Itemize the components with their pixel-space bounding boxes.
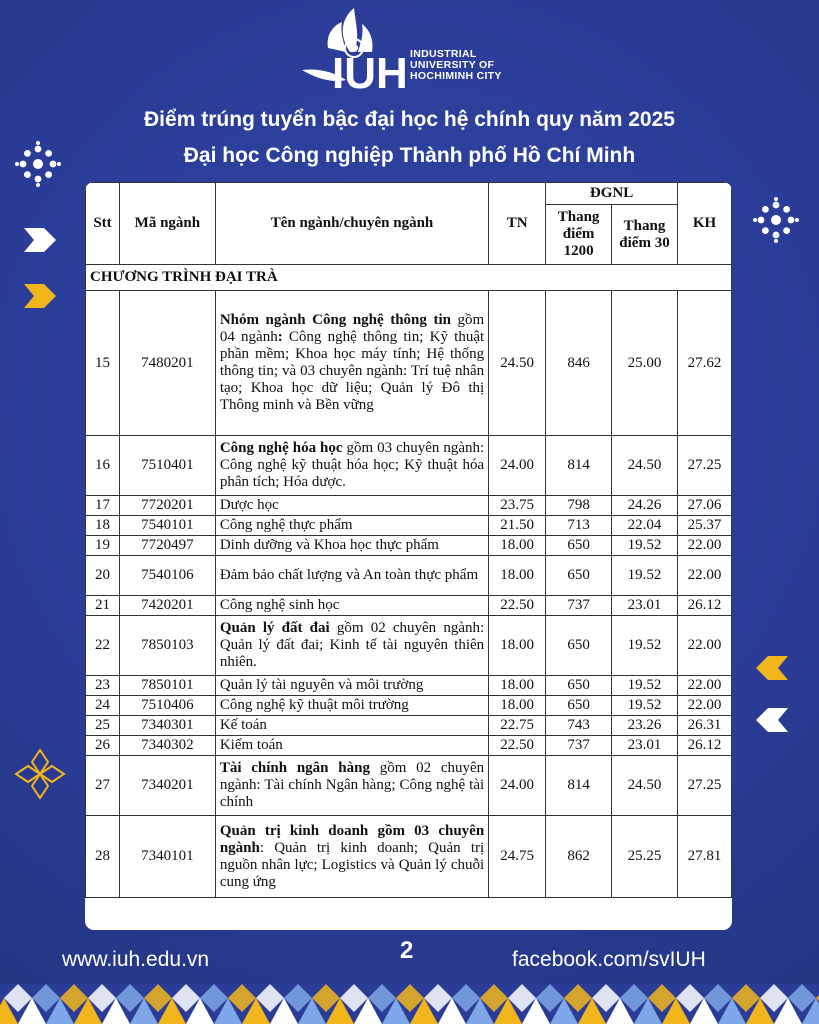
cell-dgnl-1200: 737 [546,736,612,756]
cell-stt: 28 [86,816,120,898]
name-rest: : Quản trị kinh doanh; Quản trị nguồn nhân lực; Logistics và Quản lý chuỗi cung ứng [219,839,485,890]
cell-dgnl-1200: 814 [546,436,612,496]
cell-code: 7480201 [119,291,215,436]
table-header-row [86,183,732,205]
cell-dgnl-30: 25.00 [612,291,678,436]
section-row [86,265,732,291]
cell-name [215,436,488,496]
section-title: CHƯƠNG TRÌNH ĐẠI TRÀ [86,265,732,291]
page-title: Điểm trúng tuyển bậc đại học hệ chính quy năm 2025 [144,108,675,131]
cell-name: Quản lý tài nguyên và môi trường [215,676,488,696]
header-kh: KH [677,183,731,265]
cell-kh: 27.25 [677,756,731,816]
cell-dgnl-1200: 650 [546,676,612,696]
cell-tn: 18.00 [489,536,546,556]
table-row [86,756,732,816]
cell-name [215,291,488,436]
facebook-link[interactable]: facebook.com/svIUH [512,948,706,971]
cell-stt: 15 [86,291,120,436]
table-row [86,816,732,898]
cell-dgnl-30: 19.52 [612,696,678,716]
cell-name: Dược học [215,496,488,516]
cell-dgnl-30: 23.01 [612,736,678,756]
cell-name: Công nghệ sinh học [215,596,488,616]
cell-code: 7720201 [119,496,215,516]
cell-code: 7340301 [119,716,215,736]
chevron-arrow-icon [24,284,56,308]
cell-code: 7850101 [119,676,215,696]
cell-dgnl-1200: 814 [546,756,612,816]
page-number: 2 [400,937,414,964]
admission-score-table-card [85,182,732,930]
cell-name [215,756,488,816]
cell-dgnl-1200: 650 [546,696,612,716]
cell-name: Kế toán [215,716,488,736]
name-bold: Quản trị kinh doanh gồm 03 chuyên ngành [219,822,485,856]
cell-kh: 22.00 [677,696,731,716]
cell-tn: 18.00 [489,616,546,676]
svg-text:IUH: IUH [332,49,408,92]
cell-stt: 24 [86,696,120,716]
cell-code: 7340201 [119,756,215,816]
cell-dgnl-1200: 650 [546,536,612,556]
name-rest: gồm 02 chuyên ngành: Quản lý đất đai; Kinh tế tài nguyên thiên nhiên. [219,620,485,670]
cell-dgnl-1200: 713 [546,516,612,536]
page-subtitle: Đại học Công nghiệp Thành phố Hồ Chí Minh [183,144,636,167]
star-lattice-icon [14,748,66,800]
logo-line-3: HOCHIMINH CITY [410,70,502,82]
cell-dgnl-1200: 737 [546,596,612,616]
name-colon: : [277,329,283,345]
cell-stt: 20 [86,556,120,596]
table-row [86,716,732,736]
cell-kh: 27.81 [677,816,731,898]
chevron-arrow-icon [756,708,788,732]
cell-stt: 17 [86,496,120,516]
cell-stt: 22 [86,616,120,676]
cell-name: Công nghệ kỹ thuật môi trường [215,696,488,716]
cell-tn: 24.50 [489,291,546,436]
table-row [86,696,732,716]
cell-code: 7540106 [119,556,215,596]
name-bold: Quản lý đất đai [219,620,330,636]
cell-kh: 26.12 [677,596,731,616]
table-row [86,516,732,536]
cell-tn: 24.00 [489,436,546,496]
cell-tn: 18.00 [489,676,546,696]
cell-tn: 18.00 [489,556,546,596]
cell-stt: 18 [86,516,120,536]
cell-name: Kiểm toán [215,736,488,756]
cell-dgnl-1200: 650 [546,556,612,596]
name-bold: Tài chính ngân hàng [219,760,370,776]
cell-tn: 23.75 [489,496,546,516]
snowflake-ornament-icon [14,140,62,188]
cell-code: 7510406 [119,696,215,716]
cell-stt: 16 [86,436,120,496]
snowflake-ornament-icon [752,196,800,244]
cell-dgnl-1200: 798 [546,496,612,516]
cell-name: Đảm bảo chất lượng và An toàn thực phẩm [215,556,488,596]
cell-kh: 27.62 [677,291,731,436]
cell-dgnl-30: 22.04 [612,516,678,536]
logo-text [410,49,502,82]
admission-score-table [85,182,732,898]
cell-code: 7720497 [119,536,215,556]
cell-tn: 22.75 [489,716,546,736]
cell-kh: 22.00 [677,556,731,596]
table-row [86,496,732,516]
cell-kh: 25.37 [677,516,731,536]
cell-name: Dinh dưỡng và Khoa học thực phẩm [215,536,488,556]
cell-tn: 22.50 [489,736,546,756]
header-dgnl-1200: Thang điểm 1200 [546,205,612,265]
cell-tn: 18.00 [489,696,546,716]
cell-dgnl-1200: 650 [546,616,612,676]
logo-line-1: INDUSTRIAL [410,48,477,60]
cell-kh: 22.00 [677,616,731,676]
logo-line-2: UNIVERSITY OF [410,59,495,71]
diamond-band-pattern [0,984,819,1024]
cell-stt: 23 [86,676,120,696]
cell-dgnl-30: 19.52 [612,536,678,556]
cell-stt: 27 [86,756,120,816]
cell-kh: 26.12 [677,736,731,756]
cell-dgnl-30: 23.01 [612,596,678,616]
cell-dgnl-30: 24.26 [612,496,678,516]
header-tn: TN [489,183,546,265]
cell-dgnl-1200: 846 [546,291,612,436]
name-mid: gồm 04 ngành [219,312,485,345]
header-stt: Stt [86,183,120,265]
table-row [86,736,732,756]
cell-kh: 22.00 [677,536,731,556]
name-rest: gồm 03 chuyên ngành: Công nghệ kỹ thuật hóa học; Kỹ thuật hóa phân tích; Hóa dược. [219,440,485,490]
cell-tn: 24.00 [489,756,546,816]
cell-dgnl-30: 19.52 [612,556,678,596]
cell-stt: 26 [86,736,120,756]
table-row [86,291,732,436]
table-row [86,536,732,556]
cell-name [215,816,488,898]
table-row [86,596,732,616]
chevron-arrow-icon [756,656,788,680]
cell-code: 7340302 [119,736,215,756]
name-bold: Nhóm ngành Công nghệ thông tin [219,312,451,328]
cell-dgnl-1200: 743 [546,716,612,736]
cell-stt: 19 [86,536,120,556]
cell-name: Công nghệ thực phẩm [215,516,488,536]
table-row [86,436,732,496]
header-code: Mã ngành [119,183,215,265]
cell-tn: 22.50 [489,596,546,616]
header-name: Tên ngành/chuyên ngành [215,183,488,265]
header-dgnl-30: Thang điểm 30 [612,205,678,265]
cell-tn: 24.75 [489,816,546,898]
cell-kh: 27.25 [677,436,731,496]
name-rest: Công nghệ thông tin; Kỹ thuật phần mềm; Khoa học máy tính; Hệ thống thông tin; và 03 chuyên ngành: Trí tuệ nhân tạo; Khoa học dữ liệu; Quản lý Đô thị Thông minh và Bền vững [219,329,485,413]
chevron-arrow-icon [24,228,56,252]
cell-dgnl-30: 24.50 [612,436,678,496]
cell-dgnl-30: 24.50 [612,756,678,816]
name-bold: Công nghệ hóa học [219,440,343,456]
table-row [86,616,732,676]
cell-code: 7340101 [119,816,215,898]
cell-kh: 27.06 [677,496,731,516]
cell-dgnl-30: 19.52 [612,676,678,696]
cell-dgnl-30: 23.26 [612,716,678,736]
table-row [86,556,732,596]
table-row [86,676,732,696]
cell-kh: 26.31 [677,716,731,736]
cell-dgnl-30: 25.25 [612,816,678,898]
cell-code: 7850103 [119,616,215,676]
cell-code: 7510401 [119,436,215,496]
header-dgnl: ĐGNL [546,183,678,205]
cell-kh: 22.00 [677,676,731,696]
cell-dgnl-1200: 862 [546,816,612,898]
cell-code: 7420201 [119,596,215,616]
cell-stt: 25 [86,716,120,736]
name-rest: gồm 02 chuyên ngành: Tài chính Ngân hàng; Công nghệ tài chính [219,760,485,810]
website-link[interactable]: www.iuh.edu.vn [62,948,210,971]
cell-name [215,616,488,676]
cell-tn: 21.50 [489,516,546,536]
cell-dgnl-30: 19.52 [612,616,678,676]
cell-code: 7540101 [119,516,215,536]
cell-stt: 21 [86,596,120,616]
